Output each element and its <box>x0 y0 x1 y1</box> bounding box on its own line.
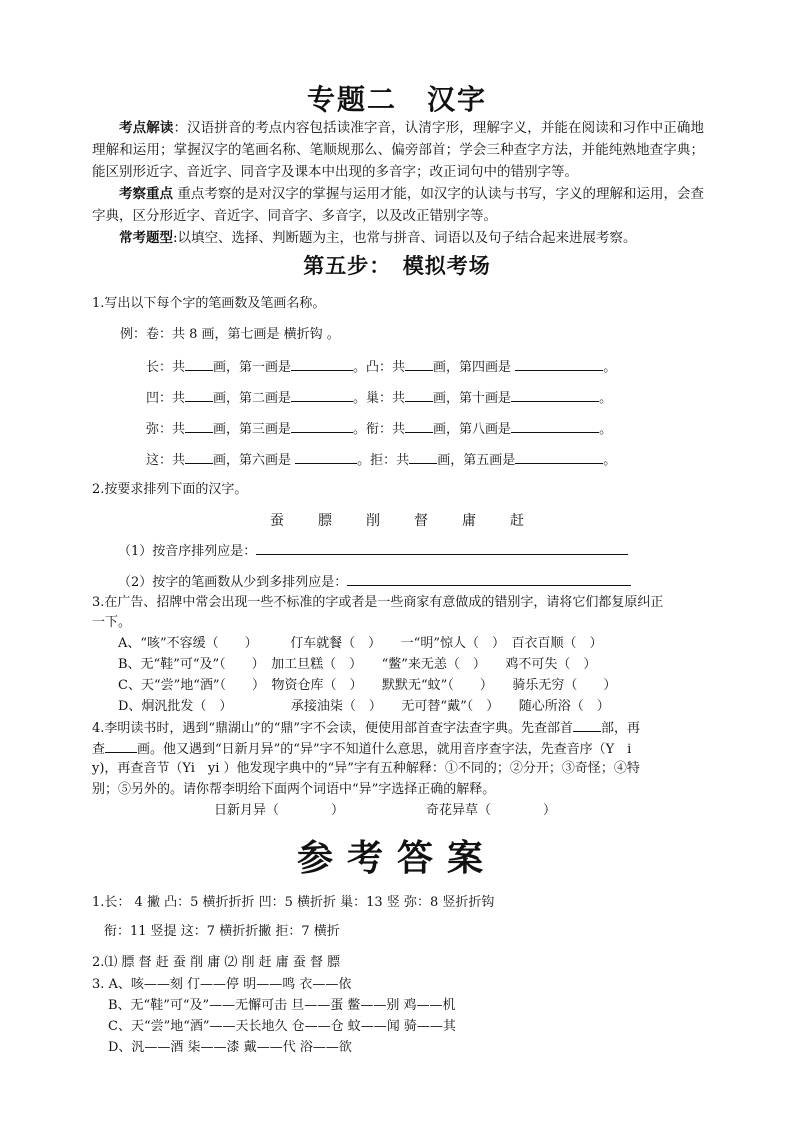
answer-blank[interactable] <box>291 387 353 402</box>
char: 庸 <box>462 513 476 529</box>
char: 膘 <box>318 513 332 529</box>
answer-blank[interactable] <box>185 418 213 433</box>
section-title: 第五步： 模拟考场 <box>303 254 491 278</box>
types-text: :以填空、选择、判断题为主，也常与拼音、词语以及句子结合起来进展考察。 <box>173 230 637 246</box>
answer-blank[interactable] <box>409 449 437 464</box>
answer-blank[interactable] <box>291 356 353 371</box>
answer-blank[interactable] <box>185 449 213 464</box>
answer-1-line1: 1.长： 4 撇 凸：5 横折折折 凹：5 横折折 巢：13 竖 弥：8 竖折折钩 <box>92 895 495 910</box>
q3-row-c: C、天“尝”地“酒”（ ） 物资仓库（ ） 默默无“蚊”（ ） 骑乐无穷（ ） <box>118 678 617 693</box>
focus-label: 考察重点 <box>119 186 174 202</box>
q4-line4: 别；⑤另外的。请你帮李明给下面两个词语中“异”字选择正确的解释。 <box>92 782 496 797</box>
q3-row-b: B、无“鞋”可“及”（ ） 加工旦糕（ ） “鳖”来无恙（ ） 鸡不可失（ ） <box>118 657 597 672</box>
q1-example: 例：卷：共 8 画，第七画是 横折钩 。 <box>120 327 340 342</box>
char: 削 <box>366 513 380 529</box>
answer-title: 参考答案 <box>296 838 497 879</box>
q3-row-d: D、炯汎批发（ ） 承接油柒（ ） 无可替“戴”（ ） 随心所浴（ ） <box>118 699 610 714</box>
answer-3c: C、天“尝”地“酒”——天长地久 仓——仓 蚊——闻 骑——其 <box>108 1019 456 1034</box>
char: 赶 <box>510 513 524 529</box>
intro-types <box>92 227 704 249</box>
answer-blank[interactable] <box>405 418 433 433</box>
q2-chars <box>0 510 794 530</box>
answer-blank[interactable] <box>185 356 213 371</box>
q2-stem: 2.按要求排列下面的汉字。 <box>92 482 248 497</box>
page-title: 专题二 汉字 <box>306 83 487 116</box>
q2-sub2: （2）按字的笔画数从少到多排列应是： <box>118 571 631 593</box>
answer-3a: 3. A、咳——刻 仃——停 明——鸣 衣——依 <box>92 977 352 992</box>
answer-blank[interactable] <box>347 571 631 586</box>
answer-blank[interactable] <box>185 387 213 402</box>
focus-text: 重点考察的是对汉字的掌握与运用才能，如汉字的认读与书写，字义的理解和运用，会查字典，区分形近字、音近字、同音字、多音字，以及改正错别字等。 <box>92 186 705 224</box>
answer-2: 2.⑴ 膘 督 赶 蚕 削 庸 ⑵ 削 赶 庸 蚕 督 膘 <box>92 955 341 970</box>
answer-blank[interactable] <box>515 449 603 464</box>
answer-blank[interactable] <box>573 717 601 732</box>
q1-row: 长：共 画，第一画是 。凸：共 画，第四画是 。 <box>146 356 616 378</box>
q4-line1: 4.李明读书时，遇到“鼎湖山”的“鼎”字不会读，便使用部首查字法查字典。先查部首 部，再 <box>92 717 640 739</box>
answer-3d: D、汎——酒 柒——漆 戴——代 浴——欲 <box>108 1040 352 1055</box>
analysis-label: 考点解读 <box>119 120 174 136</box>
intro-analysis <box>92 117 704 183</box>
q3-row-a: A、“咳”不容缓（ ） 仃车就餐（ ） 一“明”惊人（ ） 百衣百顺（ ） <box>118 636 603 651</box>
q1-row: 凹：共 画，第二画是 。巢：共 画，第十画是 。 <box>146 387 612 409</box>
answer-blank[interactable] <box>256 540 628 555</box>
answer-blank[interactable] <box>515 356 603 371</box>
intro-focus <box>92 183 704 227</box>
answer-blank[interactable] <box>511 418 599 433</box>
q3-stem-cont: 一下。 <box>92 615 132 630</box>
q4-line3: y)，再查音节（Yi yi ）他发现字典中的“异”字有五种解释：①不同的；②分开；③奇怪；④特 <box>92 761 640 776</box>
answer-blank[interactable] <box>405 356 433 371</box>
char: 蚕 <box>270 513 284 529</box>
q1-row: 这：共 画，第六画是 。拒：共 画，第五画是 。 <box>146 449 616 471</box>
types-label: 常考题型 <box>119 230 173 246</box>
answer-blank[interactable] <box>511 387 599 402</box>
answer-3b: B、无“鞋”可“及”——无懈可击 旦——蛋 鳖——别 鸡——机 <box>108 998 456 1013</box>
answer-blank[interactable] <box>405 387 433 402</box>
answer-1-line2: 衔：11 竖提 这：7 横折折撇 拒：7 横折 <box>104 924 340 939</box>
q3-stem: 3.在广告、招牌中常会出现一些不标准的字或者是一些商家有意做成的错别字，请将它们都复原纠正 <box>92 595 664 610</box>
answer-blank[interactable] <box>291 418 353 433</box>
q1-row: 弥：共 画，第三画是 。衔：共 画，第八画是 。 <box>146 418 612 440</box>
char: 督 <box>414 513 428 529</box>
analysis-text: ：汉语拼音的考点内容包括读准字音，认清字形，理解字义，并能在阅读和习作中正确地理解和运用；掌握汉字的笔画名称、笔顺规那么、偏旁部首；学会三种查字方法，并能纯熟地查字典；能区别形近字、音近字、同音字及课本中出现的多音字；改正词句中的错别字等。 <box>92 120 705 180</box>
q4-line2: 查 画。他又遇到“日新月异”的“异”字不知道什么意思，就用音序查字法，先查音序（Y i <box>92 738 631 760</box>
q4-word1: 日新月异（ ） <box>214 803 345 818</box>
answer-blank[interactable] <box>295 449 357 464</box>
answer-blank[interactable] <box>105 738 137 753</box>
q1-stem: 1.写出以下每个字的笔画数及笔画名称。 <box>92 296 326 311</box>
q4-word2: 奇花异草（ ） <box>426 803 557 818</box>
q2-sub1: （1）按音序排列应是： <box>118 540 628 562</box>
